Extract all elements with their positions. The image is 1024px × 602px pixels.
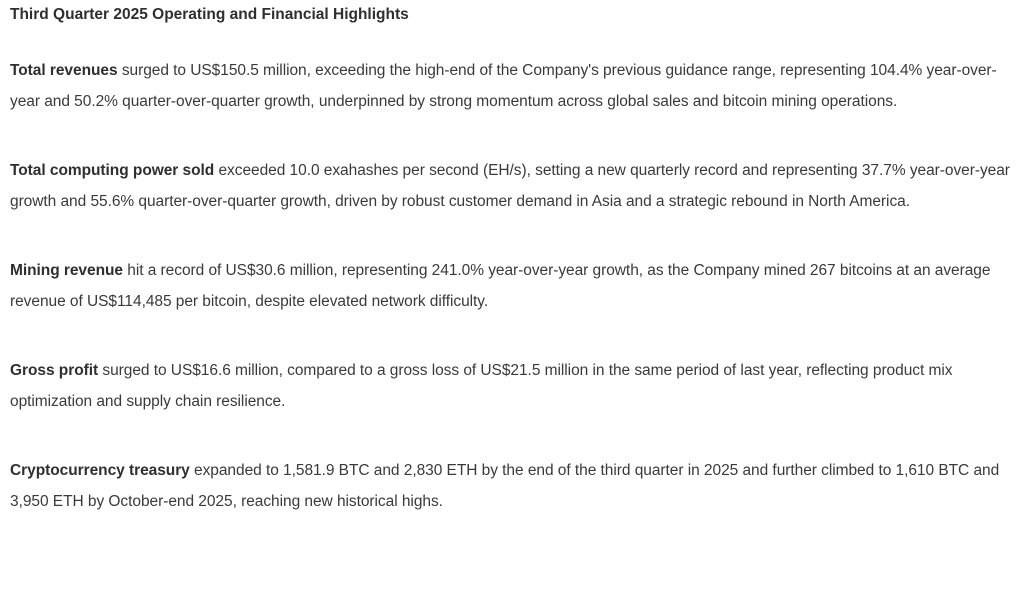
lead-term: Gross profit	[10, 362, 99, 379]
lead-term: Mining revenue	[10, 262, 123, 279]
paragraph-text: surged to US$150.5 million, exceeding the high-end of the Company's previous guidance range, representing 104.4% year-over-year and 50.2% quarter-over-quarter growth, underpinned by strong momentum across global sales and bitcoin mining operations.	[10, 62, 997, 110]
paragraph-text: hit a record of US$30.6 million, representing 241.0% year-over-year growth, as the Company mined 267 bitcoins at an average revenue of US$114,485 per bitcoin, despite elevated network difficulty.	[10, 262, 991, 310]
lead-term: Total computing power sold	[10, 162, 215, 179]
section-title: Third Quarter 2025 Operating and Financial Highlights	[10, 6, 409, 23]
paragraph-total-revenues	[10, 55, 1020, 117]
paragraph-text: surged to US$16.6 million, compared to a gross loss of US$21.5 million in the same period of last year, reflecting product mix optimization and supply chain resilience.	[10, 362, 953, 410]
paragraph-gross-profit	[10, 355, 1020, 417]
paragraph-text: expanded to 1,581.9 BTC and 2,830 ETH by the end of the third quarter in 2025 and further climbed to 1,610 BTC and 3,950 ETH by October-end 2025, reaching new historical highs.	[10, 462, 1000, 510]
paragraph-crypto-treasury	[10, 455, 1020, 517]
paragraph-computing-power	[10, 155, 1020, 217]
lead-term: Cryptocurrency treasury	[10, 462, 190, 479]
paragraph-mining-revenue	[10, 255, 1020, 317]
paragraph-text: exceeded 10.0 exahashes per second (EH/s), setting a new quarterly record and representing 37.7% year-over-year growth and 55.6% quarter-over-quarter growth, driven by robust customer demand in Asia and a strategic rebound in North America.	[10, 162, 1010, 210]
lead-term: Total revenues	[10, 62, 118, 79]
